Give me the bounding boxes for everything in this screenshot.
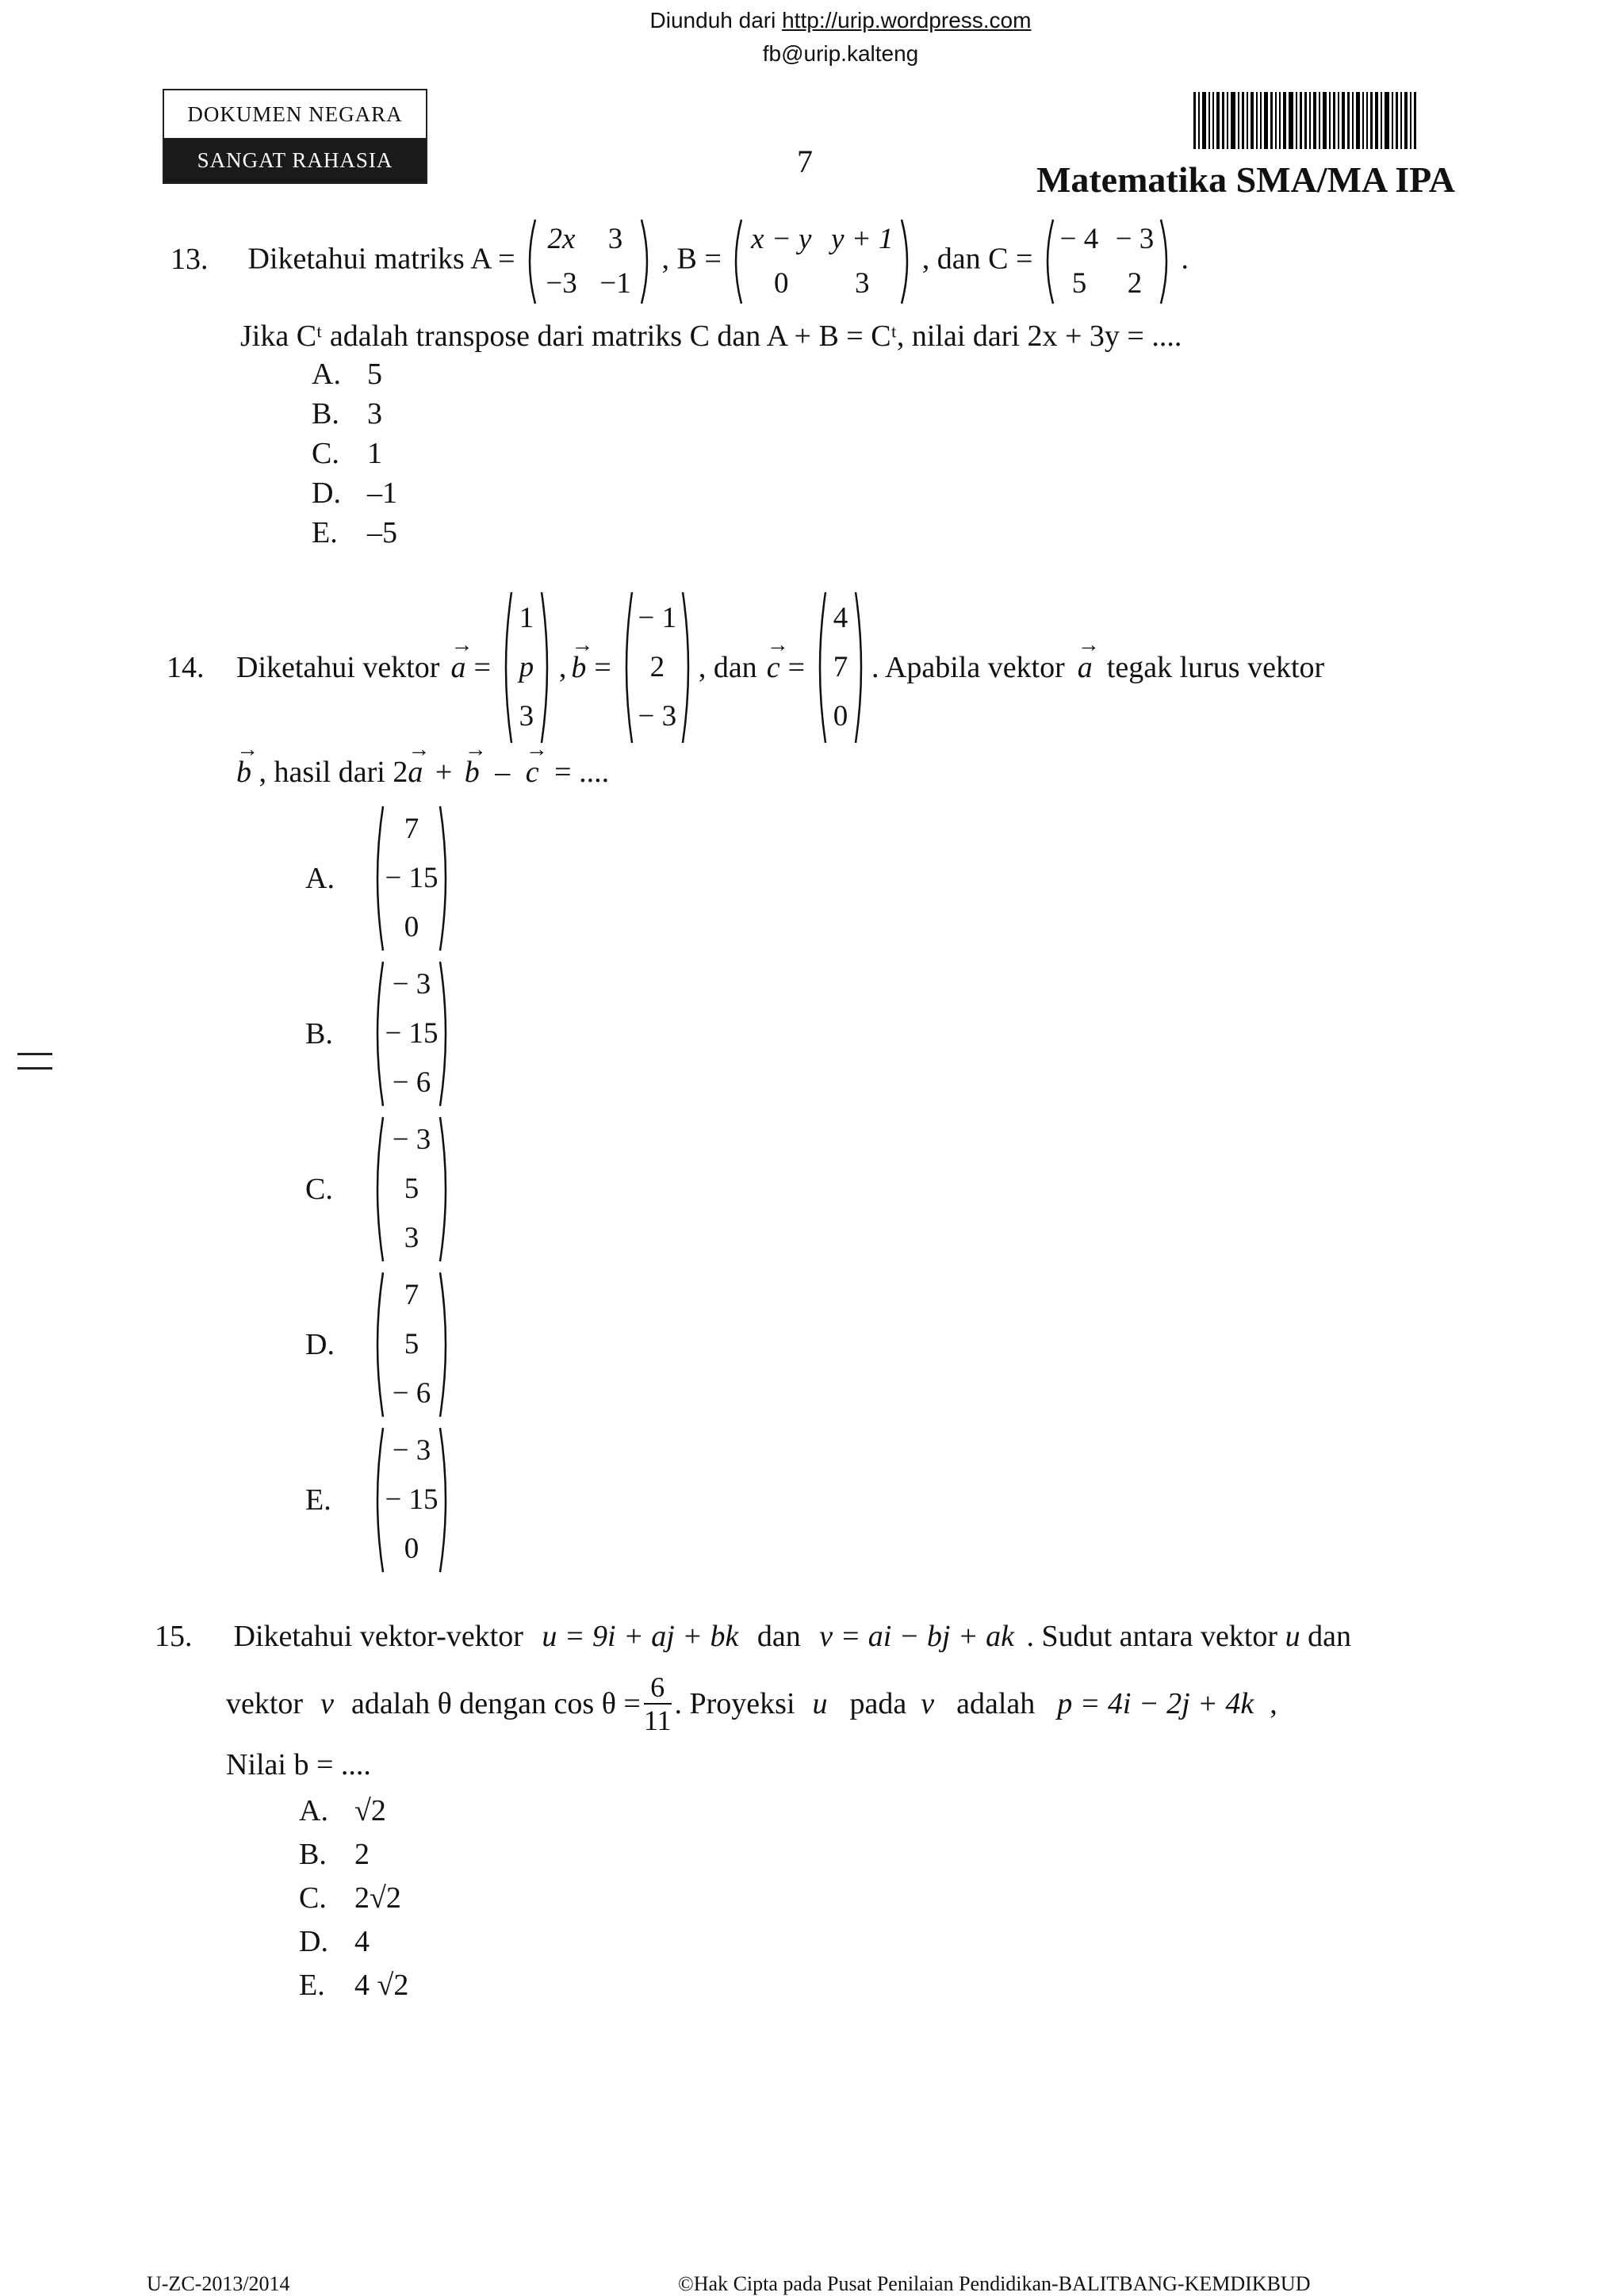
option-letter: D. [305, 1328, 335, 1361]
option-value: –1 [367, 476, 397, 510]
vector-component: 5 [404, 1173, 419, 1205]
subject-title: Matematika SMA/MA IPA [1036, 159, 1455, 200]
vector-component: − 3 [392, 1123, 431, 1156]
barcode-bar [1300, 92, 1302, 149]
vector-b-symbol-3: → b [465, 753, 480, 791]
barcode-bar [1352, 92, 1354, 149]
q15-option [299, 1877, 408, 1920]
vector-component: − 3 [392, 1434, 431, 1467]
q14-tail: . Apabila vektor [871, 651, 1065, 684]
q13-option [312, 354, 397, 394]
option-value: 3 [367, 397, 382, 430]
option-letter: B. [305, 1017, 333, 1050]
barcode-bar [1296, 92, 1297, 149]
vector-component: 2 [649, 651, 665, 683]
option-vector [370, 1271, 453, 1418]
vector-component: 3 [519, 700, 534, 733]
q14-tail2: tegak lurus vektor [1106, 651, 1325, 684]
vector-c-symbol: → c [767, 649, 780, 687]
vector-component: 7 [404, 813, 419, 845]
q14-line2-prefix: , hasil dari 2 [259, 756, 408, 789]
matrix-C [1040, 218, 1174, 305]
option-letter: A. [305, 862, 335, 895]
barcode-bar [1347, 92, 1350, 149]
frac-numerator: 6 [644, 1671, 672, 1705]
barcode-bar [1338, 92, 1339, 149]
barcode-bar [1309, 92, 1311, 149]
vector-component: 1 [519, 602, 534, 634]
q15-option [299, 1789, 408, 1833]
vector-component: p [519, 651, 534, 683]
option-letter: D. [299, 1925, 328, 1958]
barcode-bar [1410, 92, 1411, 149]
barcode-bar [1313, 92, 1316, 149]
barcode-bar [1279, 92, 1281, 149]
vector-component: − 15 [385, 862, 439, 894]
footer-code: U-ZC-2013/2014 [147, 2272, 290, 2295]
option-vector [370, 805, 453, 952]
p-definition: p = 4i − 2j + 4k [1057, 1687, 1254, 1720]
q13-end: . [1181, 242, 1189, 276]
barcode-bar [1212, 92, 1214, 149]
barcode-bar [1227, 92, 1228, 149]
u-definition: u = 9i + aj + bk [542, 1620, 739, 1653]
vector-c [813, 591, 868, 744]
vector-component: 0 [833, 700, 848, 733]
vector-a-symbol-3: → a [408, 753, 423, 791]
option-letter: D. [312, 476, 341, 510]
vector-component: − 1 [638, 602, 677, 634]
barcode-bar [1356, 92, 1360, 149]
option-letter: E. [312, 516, 338, 549]
barcode-bar [1283, 92, 1286, 149]
vector-a-symbol-2: → a [1078, 649, 1093, 687]
barcode-bar [1362, 92, 1364, 149]
q15-comma: , [1270, 1687, 1277, 1720]
matrix-cell: x − y [751, 223, 812, 255]
q15-pada: pada [849, 1687, 907, 1720]
q13-option [312, 513, 397, 553]
option-value: 4 [354, 1925, 370, 1958]
option-vector [370, 960, 453, 1108]
stamp-bottom: SANGAT RAHASIA [164, 138, 426, 182]
option-value: 1 [367, 437, 382, 470]
q15-line2-b: adalah θ dengan cos θ = [350, 1687, 641, 1720]
barcode-bar [1251, 92, 1254, 149]
q15-adalah: adalah [956, 1687, 1036, 1720]
frac-denominator: 11 [643, 1705, 672, 1736]
q13-b-label: , B = [661, 242, 722, 276]
vector-component: − 6 [392, 1377, 431, 1410]
q14-option [305, 1267, 453, 1422]
matrix-cell: 3 [855, 267, 870, 300]
barcode-bar [1396, 92, 1398, 149]
question-13 [170, 218, 1189, 305]
barcode-bar [1304, 92, 1307, 149]
barcode-bar [1289, 92, 1293, 149]
vector-a [499, 591, 554, 744]
option-value: 4 √2 [354, 1969, 409, 2002]
contact: fb@urip.kalteng [762, 41, 919, 66]
barcode-bar [1247, 92, 1248, 149]
matrix-cell: − 3 [1115, 223, 1155, 255]
q15-option [299, 1920, 408, 1964]
q14-options [305, 801, 453, 1578]
q13-options [312, 354, 397, 553]
barcode-bar [1319, 92, 1320, 149]
barcode-bar [1202, 92, 1206, 149]
barcode [1193, 92, 1455, 149]
barcode-bar [1231, 92, 1235, 149]
vector-b-symbol: → b [571, 649, 586, 687]
barcode-bar [1342, 92, 1345, 149]
barcode-bar [1381, 92, 1382, 149]
barcode-bar [1242, 92, 1244, 149]
vector-component: 0 [404, 911, 419, 943]
margin-mark [17, 1067, 52, 1070]
q14-option [305, 1422, 453, 1578]
barcode-bar [1329, 92, 1331, 149]
matrix-cell: 0 [774, 267, 789, 300]
barcode-bar [1198, 92, 1200, 149]
matrix-cell: −3 [546, 267, 577, 300]
matrix-cell: 3 [607, 223, 623, 255]
q14-option [305, 801, 453, 956]
option-letter: C. [299, 1881, 327, 1915]
barcode-bar [1193, 92, 1196, 149]
barcode-bar [1404, 92, 1408, 149]
v-definition: v = ai − bj + ak [819, 1620, 1014, 1653]
vector-u-symbol-2: u [812, 1687, 828, 1720]
q14-line2 [236, 753, 609, 791]
option-letter: E. [305, 1483, 331, 1517]
matrix-cell: 2 [1127, 267, 1143, 300]
q13-option [312, 434, 397, 473]
classification-stamp [163, 89, 427, 184]
barcode-bar [1222, 92, 1224, 149]
option-letter: C. [305, 1173, 333, 1206]
q14-end: = .... [554, 756, 610, 789]
q15-dan2: dan [1308, 1620, 1351, 1653]
barcode-bar [1208, 92, 1210, 149]
q13-option [312, 473, 397, 513]
barcode-bar [1264, 92, 1268, 149]
barcode-bar [1366, 92, 1368, 149]
matrix-cell: y + 1 [831, 223, 894, 255]
vector-component: 7 [404, 1279, 419, 1311]
option-value: –5 [367, 516, 397, 549]
q15-options [299, 1789, 408, 2007]
barcode-bar [1260, 92, 1262, 149]
barcode-bar [1323, 92, 1327, 149]
q15-line2-a: vektor [226, 1687, 304, 1720]
q15-line2 [226, 1671, 1277, 1736]
footer-copyright: ©Hak Cipta pada Pusat Penilaian Pendidikan-BALITBANG-KEMDIKBUD [678, 2272, 1311, 2295]
vector-component: − 6 [392, 1066, 431, 1099]
vector-component: 3 [404, 1222, 419, 1254]
q14-minus: – [495, 756, 511, 789]
vector-component: 0 [404, 1533, 419, 1565]
barcode-bar [1370, 92, 1373, 149]
q13-intro: Diketahui matriks A = [247, 242, 515, 276]
download-link[interactable]: http://urip.wordpress.com [782, 8, 1032, 33]
barcode-bar [1216, 92, 1220, 149]
q15-number: 15. [155, 1620, 193, 1653]
barcode-bar [1414, 92, 1416, 149]
option-value: 2√2 [354, 1881, 401, 1915]
vector-b-symbol-2: → b [236, 753, 251, 791]
barcode-bar [1400, 92, 1402, 149]
q14-intro: Diketahui vektor [236, 651, 440, 684]
q14-plus: + [435, 756, 453, 789]
q15-line1-a: Diketahui vektor-vektor [233, 1620, 523, 1653]
q14-and: , dan [698, 651, 757, 684]
option-value: 5 [367, 358, 382, 391]
matrix-cell: −1 [599, 267, 631, 300]
barcode-bar [1270, 92, 1273, 149]
q13-number: 13. [170, 242, 209, 276]
vector-component: − 15 [385, 1017, 439, 1050]
vector-b [619, 591, 695, 744]
question-15 [155, 1617, 1351, 1655]
barcode-bar [1275, 92, 1277, 149]
option-letter: A. [299, 1794, 328, 1827]
matrix-cell: 2x [547, 223, 576, 255]
q13-line2: Jika Cᵗ adalah transpose dari matriks C dan A + B = Cᵗ, nilai dari 2x + 3y = .... [240, 320, 1182, 353]
option-value: 2 [354, 1838, 370, 1871]
option-letter: E. [299, 1969, 325, 2002]
barcode-bar [1385, 92, 1389, 149]
stamp-top: DOKUMEN NEGARA [164, 90, 426, 138]
matrix-B [729, 218, 914, 305]
q14-number: 14. [167, 651, 205, 684]
cos-fraction [644, 1671, 672, 1736]
page-number: 7 [797, 144, 813, 179]
vector-component: 5 [404, 1328, 419, 1360]
q15-line3: Nilai b = .... [226, 1748, 371, 1781]
option-letter: B. [299, 1838, 327, 1871]
vector-u-symbol: u [1285, 1620, 1300, 1653]
vector-a-symbol: → a [450, 649, 465, 687]
option-letter: C. [312, 437, 339, 470]
matrix-cell: − 4 [1059, 223, 1099, 255]
vector-component: − 3 [638, 700, 677, 733]
barcode-bar [1375, 92, 1378, 149]
barcode-bar [1333, 92, 1335, 149]
download-source [603, 8, 1078, 33]
barcode-bar [1392, 92, 1393, 149]
option-vector [370, 1115, 453, 1263]
option-value: √2 [354, 1794, 386, 1827]
barcode-bar [1256, 92, 1258, 149]
q15-line1-b: . Sudut antara vektor [1026, 1620, 1278, 1653]
matrix-A [523, 218, 654, 305]
q14-option [305, 956, 453, 1112]
q14-option [305, 1112, 453, 1267]
q15-option [299, 1964, 408, 2007]
vector-component: − 3 [392, 968, 431, 1001]
vector-component: 7 [833, 651, 848, 683]
option-vector [370, 1426, 453, 1574]
q13-c-label: , dan C = [921, 242, 1033, 276]
q13-option [312, 394, 397, 434]
vector-v-symbol: v [320, 1687, 334, 1720]
vector-v-symbol-2: v [921, 1687, 935, 1720]
vector-component: 4 [833, 602, 848, 634]
barcode-bar [1238, 92, 1239, 149]
matrix-cell: 5 [1071, 267, 1087, 300]
vector-c-symbol-2: → c [526, 753, 539, 791]
q15-line2-c: . Proyeksi [674, 1687, 795, 1720]
q15-dan: dan [756, 1620, 801, 1653]
option-letter: B. [312, 397, 339, 430]
margin-mark [17, 1053, 52, 1055]
question-14: 14. Diketahui vektor → a = 1 p 3 , → b = − 1 2 − 3 , dan → c = 4 7 0 . Apabila vektor → a tegak lurus vektor [167, 591, 1324, 744]
vector-component: − 15 [385, 1483, 439, 1516]
option-letter: A. [312, 358, 341, 391]
q15-option [299, 1833, 408, 1877]
download-prefix: Diunduh dari [649, 8, 783, 33]
